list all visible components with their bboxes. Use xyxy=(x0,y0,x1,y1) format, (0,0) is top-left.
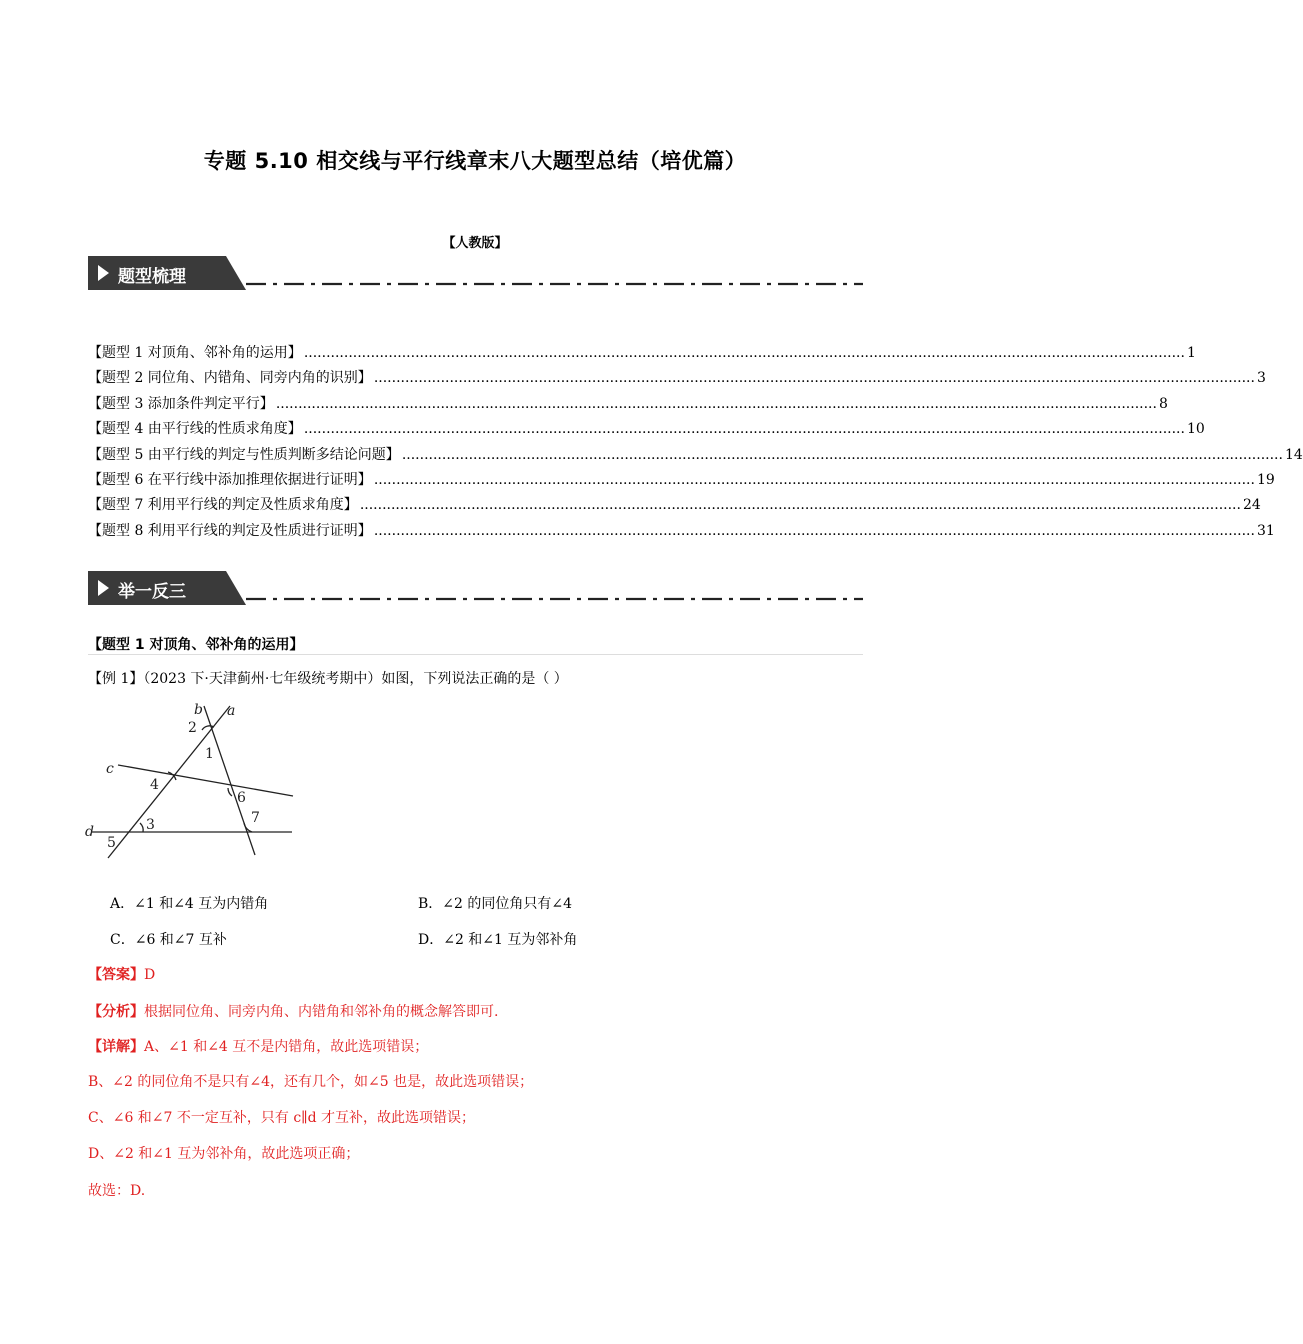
angle-label-3: 3 xyxy=(146,817,155,833)
angle-label-4: 4 xyxy=(150,777,159,793)
toc-entry-page: 19 xyxy=(1256,471,1275,488)
section-banner-overview xyxy=(88,256,863,290)
toc-leader-dots: ...................................................................................................................................................................................................... xyxy=(373,522,1255,539)
line-b xyxy=(204,706,255,855)
line-label-a: a xyxy=(227,703,236,719)
angle-label-2: 2 xyxy=(188,720,197,736)
toc-leader-dots: ...................................................................................................................................................................................................... xyxy=(373,370,1255,387)
detail-label: 【详解】 xyxy=(88,1039,144,1055)
toc-entry-page: 24 xyxy=(1242,497,1261,514)
line-label-b: b xyxy=(194,702,203,718)
banner-title: 题型梳理 xyxy=(118,267,186,287)
toc-entry-label: 【题型 7 利用平行线的判定及性质求角度】 xyxy=(88,497,358,514)
toc-entry-label: 【题型 2 同位角、内错角、同旁内角的识别】 xyxy=(88,370,372,387)
option-d[interactable]: D．∠2 和∠1 互为邻补角 xyxy=(418,932,578,948)
toc-entry[interactable] xyxy=(88,393,1168,418)
angle-6-arc xyxy=(228,788,232,796)
toc-leader-dots: ...................................................................................................................................................................................................... xyxy=(359,497,1241,514)
section-banner-practice xyxy=(88,571,863,605)
detail-text: A、∠1 和∠4 互不是内错角，故此选项错误； xyxy=(144,1039,429,1055)
option-b[interactable]: B．∠2 的同位角只有∠4 xyxy=(418,896,573,912)
line-label-d: d xyxy=(85,824,94,840)
detail-line-2: B、∠2 的同位角不是只有∠4，还有几个，如∠5 也是，故此选项错误； xyxy=(88,1074,534,1090)
edition-label: 【人教版】 xyxy=(442,236,508,251)
toc-entry[interactable] xyxy=(88,418,1205,443)
analysis-text: 根据同位角、同旁内角、内错角和邻补角的概念解答即可. xyxy=(144,1004,499,1020)
answer-label: 【答案】 xyxy=(88,967,144,983)
toc-leader-dots: ...................................................................................................................................................................................................... xyxy=(275,395,1157,412)
toc-entry[interactable] xyxy=(88,469,1275,494)
heading-underline xyxy=(88,654,863,655)
toc-entry-page: 1 xyxy=(1186,345,1196,361)
example-question: 【例 1】（2023 下·天津蓟州·七年级统考期中）如图，下列说法正确的是（ ） xyxy=(88,671,568,687)
toc-entry[interactable] xyxy=(88,444,1303,469)
toc-leader-dots: ...................................................................................................................................................................................................... xyxy=(303,345,1185,361)
toc-entry-label: 【题型 8 利用平行线的判定及性质进行证明】 xyxy=(88,522,372,539)
toc-entry-label: 【题型 1 对顶角、邻补角的运用】 xyxy=(88,345,302,361)
detail-line-3: C、∠6 和∠7 不一定互补，只有 c∥d 才互补，故此选项错误； xyxy=(88,1110,476,1126)
play-triangle-icon xyxy=(98,265,109,281)
answer-line xyxy=(88,964,155,984)
angle-3-arc xyxy=(140,823,143,832)
toc-entry-page: 14 xyxy=(1284,446,1303,463)
page-title: 专题 5.10 相交线与平行线章末八大题型总结（培优篇） xyxy=(203,149,747,173)
analysis-label: 【分析】 xyxy=(88,1004,144,1020)
option-a[interactable]: A．∠1 和∠4 互为内错角 xyxy=(110,896,269,912)
toc-entry-label: 【题型 4 由平行线的性质求角度】 xyxy=(88,421,302,438)
toc-entry[interactable] xyxy=(88,342,1196,367)
toc-leader-dots: ...................................................................................................................................................................................................... xyxy=(373,471,1255,488)
toc-entry-label: 【题型 5 由平行线的判定与性质判断多结论问题】 xyxy=(88,446,400,463)
conclusion-line: 故选：D. xyxy=(88,1183,146,1199)
analysis-line xyxy=(88,1001,498,1021)
toc-leader-dots: ...................................................................................................................................................................................................... xyxy=(303,421,1185,438)
toc-entry[interactable] xyxy=(88,367,1266,392)
dash-dot-divider xyxy=(246,595,863,603)
toc-entry-page: 10 xyxy=(1186,421,1205,438)
toc-entry[interactable] xyxy=(88,494,1261,519)
play-triangle-icon xyxy=(98,580,109,596)
line-label-c: c xyxy=(106,761,114,777)
dash-dot-divider xyxy=(246,280,863,288)
answer-value: D xyxy=(144,967,156,983)
table-of-contents xyxy=(88,342,1303,545)
line-c xyxy=(118,765,293,796)
geometry-figure xyxy=(80,698,310,860)
toc-entry-page: 8 xyxy=(1158,395,1168,412)
banner-title: 举一反三 xyxy=(118,582,186,602)
toc-entry-page: 31 xyxy=(1256,522,1275,539)
toc-entry[interactable] xyxy=(88,520,1275,545)
detail-line-1 xyxy=(88,1036,428,1056)
angle-label-1: 1 xyxy=(205,746,214,762)
detail-line-4: D、∠2 和∠1 互为邻补角，故此选项正确； xyxy=(88,1146,360,1162)
angle-label-7: 7 xyxy=(251,810,260,826)
toc-entry-page: 3 xyxy=(1256,370,1266,387)
option-c[interactable]: C．∠6 和∠7 互补 xyxy=(110,932,227,948)
angle-label-6: 6 xyxy=(237,790,246,806)
toc-entry-label: 【题型 3 添加条件判定平行】 xyxy=(88,395,274,412)
angle-label-5: 5 xyxy=(107,835,116,851)
toc-leader-dots: ...................................................................................................................................................................................................... xyxy=(401,446,1283,463)
toc-entry-label: 【题型 6 在平行线中添加推理依据进行证明】 xyxy=(88,471,372,488)
question-type-heading: 【题型 1 对顶角、邻补角的运用】 xyxy=(88,637,304,653)
